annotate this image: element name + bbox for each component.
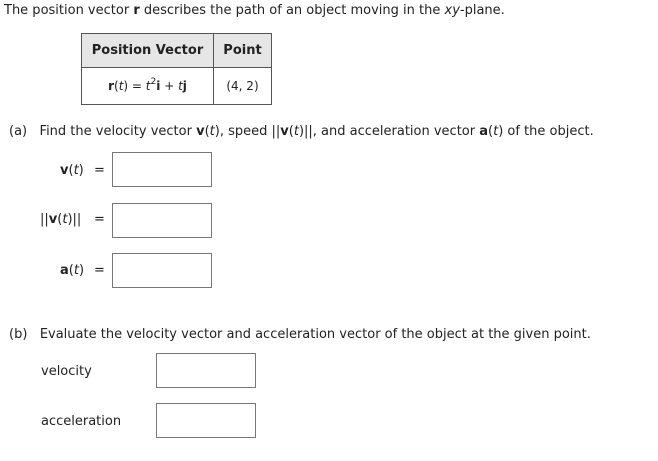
t-var: t — [118, 79, 124, 93]
acceleration-label: a(t) — [60, 263, 85, 278]
a-symbol: a — [479, 124, 488, 139]
equals-sign: = — [94, 163, 105, 178]
intro-r: r — [133, 3, 140, 18]
acceleration-at-point-input[interactable] — [156, 403, 256, 438]
part-a-text: , speed — [219, 124, 272, 139]
v-symbol: v — [48, 212, 58, 227]
velocity-text-label: velocity — [41, 364, 92, 379]
acceleration-vector-input[interactable] — [112, 253, 212, 288]
t-var: t — [73, 163, 79, 178]
v-symbol: v — [196, 124, 205, 139]
point-cell: (4, 2) — [214, 68, 272, 105]
norm-close: || — [72, 212, 82, 227]
equals-sign: = — [94, 212, 105, 227]
v-symbol: v — [280, 124, 289, 139]
j-unit: j — [182, 79, 187, 93]
intro-text — [4, 3, 505, 18]
part-a-text: , and acceleration vector — [312, 124, 480, 139]
velocity-at-point-input[interactable] — [156, 353, 256, 388]
norm-open: || — [40, 212, 49, 227]
r-symbol: r — [108, 79, 115, 93]
t-var: t — [178, 79, 183, 93]
speed-label: ||v(t)|| — [40, 212, 82, 227]
plus: + — [160, 79, 179, 93]
t-var: t — [493, 124, 499, 139]
a-symbol: a — [60, 263, 69, 278]
t-var: t — [145, 79, 151, 93]
equals: = — [128, 79, 146, 93]
velocity-label: v(t) — [60, 163, 84, 178]
part-a-label: (a) — [9, 124, 28, 139]
intro-post: -plane. — [459, 3, 505, 18]
header-position-vector: Position Vector — [82, 34, 214, 68]
t-var: t — [293, 124, 299, 139]
part-b-label: (b) — [9, 327, 28, 342]
table-header-row — [82, 34, 272, 68]
intro-mid: describes the path of an object moving in the — [139, 3, 445, 18]
equals-sign: = — [94, 263, 105, 278]
part-b-prompt — [9, 327, 591, 342]
header-point: Point — [214, 34, 272, 68]
velocity-vector-input[interactable] — [112, 152, 212, 187]
t-var: t — [62, 212, 68, 227]
intro-pre: The position vector — [4, 3, 134, 18]
acceleration-text-label: acceleration — [41, 414, 122, 429]
norm-open: || — [271, 124, 281, 139]
part-b-text: Evaluate the velocity vector and acceleration vector of the object at the given point. — [39, 327, 591, 342]
i-unit: i — [156, 79, 161, 93]
part-a-prompt: (a) Find the velocity vector v(t), speed ||v(t)||, and acceleration vector a(t) of the object. — [9, 124, 594, 139]
t-var: t — [209, 124, 215, 139]
norm-close: || — [304, 124, 313, 139]
position-vector-cell: $r(t) = t^2i$ + tj — [82, 68, 214, 105]
speed-input[interactable] — [112, 203, 212, 238]
table-row — [82, 68, 272, 105]
part-a-text: Find the velocity vector — [39, 124, 197, 139]
position-vector-table — [81, 33, 272, 105]
part-a-text: of the object. — [503, 124, 594, 139]
exponent: 2 — [150, 77, 157, 87]
intro-xy: xy — [444, 3, 460, 18]
t-var: t — [73, 263, 79, 278]
v-symbol: v — [60, 163, 69, 178]
